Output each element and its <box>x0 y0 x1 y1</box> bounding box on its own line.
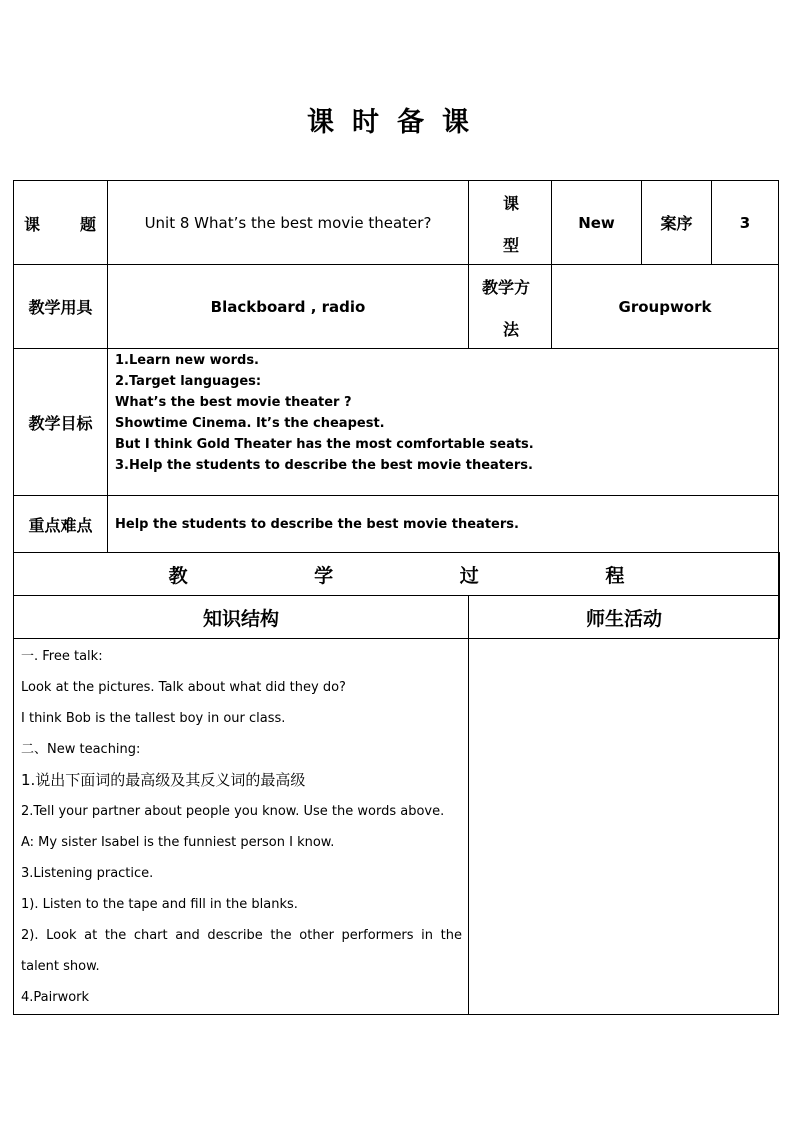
goal-line: What’s the best movie theater ? <box>115 395 352 410</box>
key-points-label: 重点难点 <box>28 515 93 535</box>
key-points-value: Help the students to describe the best movie theaters. <box>115 516 519 532</box>
case-value: 3 <box>739 213 751 232</box>
tools-value: Blackboard , radio <box>210 297 366 316</box>
topic-value: Unit 8 What’s the best movie theater? <box>144 213 432 232</box>
topic-label: 课 题 <box>24 215 97 234</box>
method-label: 教学方 法 <box>482 278 531 339</box>
goal-line: Showtime Cinema. It’s the cheapest. <box>115 416 385 431</box>
process-line: Look at the pictures. Talk about what did they do? <box>21 680 346 695</box>
goal-line: 2.Target languages: <box>115 374 262 389</box>
process-line: 一. Free talk: <box>21 649 103 664</box>
process-line: talent show. <box>21 959 100 974</box>
teacher-student-activity-header: 师生活动 <box>585 607 662 630</box>
table-border <box>13 348 779 349</box>
process-title: 教 学 过 程 <box>168 564 685 587</box>
page-title: 课时备课 <box>307 107 487 138</box>
process-line: 2). Look at the chart and describe the other performers in the <box>21 928 462 943</box>
process-line: A: My sister Isabel is the funniest person I know. <box>21 835 335 850</box>
process-line: 二、New teaching: <box>21 742 141 757</box>
table-border <box>13 1014 779 1015</box>
type-label: 课 型 <box>503 194 520 255</box>
process-line: 1.说出下面词的最高级及其反义词的最高级 <box>21 771 306 789</box>
process-line: 4.Pairwork <box>21 990 90 1005</box>
table-border <box>779 552 780 639</box>
goals-list <box>115 350 775 476</box>
process-line: 1). Listen to the tape and fill in the blanks. <box>21 897 298 912</box>
tools-label: 教学用具 <box>28 298 93 317</box>
type-value: New <box>578 213 615 232</box>
goal-line: But I think Gold Theater has the most comfortable seats. <box>115 437 534 452</box>
goal-line: 1.Learn new words. <box>115 353 259 368</box>
goals-label: 教学目标 <box>28 413 93 433</box>
goal-line: 3.Help the students to describe the best movie theaters. <box>115 458 533 473</box>
teacher-student-activity-content <box>469 639 778 1014</box>
process-line: 3.Listening practice. <box>21 866 154 881</box>
process-content <box>21 641 462 1013</box>
case-label: 案序 <box>660 214 693 233</box>
knowledge-structure-header: 知识结构 <box>202 607 279 630</box>
process-line: I think Bob is the tallest boy in our class. <box>21 711 286 726</box>
process-line: 2.Tell your partner about people you know. Use the words above. <box>21 804 445 819</box>
method-value: Groupwork <box>618 297 712 316</box>
